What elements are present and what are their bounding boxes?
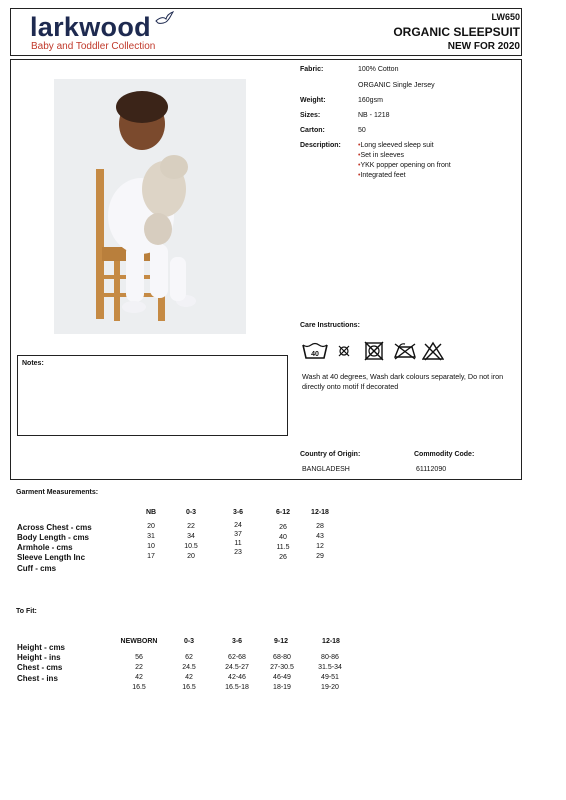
garment-title: Garment Measurements: xyxy=(16,489,99,496)
table-cell: 16.5 xyxy=(132,684,146,691)
table-cell: 37 xyxy=(234,531,242,538)
tofit-col-0-3: 0-3 xyxy=(183,638,195,645)
tofit-col-12-18: 12-18 xyxy=(322,638,340,645)
table-cell: 62-68 xyxy=(228,654,246,661)
table-cell: 43 xyxy=(316,533,324,540)
table-cell: 26 xyxy=(279,524,287,531)
dove-icon xyxy=(154,11,174,32)
sizes-value: NB - 1218 xyxy=(358,112,390,119)
product-code: LW650 xyxy=(491,12,520,22)
tofit-col-3-6: 3-6 xyxy=(231,638,243,645)
fabric-label: Fabric: xyxy=(300,66,324,73)
do-not-bleach-icon xyxy=(422,341,444,361)
notes-label: Notes: xyxy=(22,360,44,367)
garment-row-label: Body Length - cms xyxy=(17,533,90,542)
country-value: BANGLADESH xyxy=(302,466,350,473)
description-list xyxy=(358,141,451,181)
table-cell: 20 xyxy=(147,523,155,530)
new-badge: NEW FOR 2020 xyxy=(447,41,520,52)
carton-value: 50 xyxy=(358,127,366,134)
country-label: Country of Origin: xyxy=(300,451,361,458)
list-item: • YKK popper opening on front xyxy=(358,161,451,171)
table-cell: 16.5 xyxy=(182,684,196,691)
weight-label: Weight: xyxy=(300,97,326,104)
garment-row-label: Armhole - cms xyxy=(17,543,73,552)
table-cell: 20 xyxy=(187,553,195,560)
table-cell: 68-80 xyxy=(273,654,291,661)
tofit-row-label: Chest - ins xyxy=(17,674,58,683)
do-not-dry-clean-icon xyxy=(364,341,384,361)
weight-value: 160gsm xyxy=(358,97,383,104)
table-cell: 10.5 xyxy=(184,543,198,550)
table-cell: 23 xyxy=(234,549,242,556)
tofit-row-label: Height - cms xyxy=(17,643,66,652)
list-item: • Set in sleeves xyxy=(358,151,451,161)
tofit-title: To Fit: xyxy=(16,608,37,615)
table-cell: 24 xyxy=(234,522,242,529)
table-cell: 62 xyxy=(185,654,193,661)
sizes-label: Sizes: xyxy=(300,112,321,119)
table-cell: 31 xyxy=(147,533,155,540)
table-cell: 40 xyxy=(279,534,287,541)
carton-label: Carton: xyxy=(300,127,325,134)
list-item: • Integrated feet xyxy=(358,171,451,181)
care-text: Wash at 40 degrees, Wash dark colours separately, Do not iron directly onto motif If decorated xyxy=(302,372,504,391)
table-cell: 22 xyxy=(135,664,143,671)
garment-row-label: Cuff - cms xyxy=(17,564,57,573)
tofit-col-newborn: NEWBORN xyxy=(120,638,158,645)
table-cell: 24.5 xyxy=(182,664,196,671)
care-title: Care Instructions: xyxy=(300,322,360,329)
list-item: • Long sleeved sleep suit xyxy=(358,141,451,151)
garment-col-3-6: 3-6 xyxy=(232,509,244,516)
table-cell: 28 xyxy=(316,523,324,530)
table-cell: 29 xyxy=(316,553,324,560)
table-cell: 42-46 xyxy=(228,674,246,681)
fabric-type: ORGANIC Single Jersey xyxy=(358,82,435,89)
table-cell: 12 xyxy=(316,543,324,550)
svg-text:40: 40 xyxy=(311,351,319,358)
garment-col-0-3: 0-3 xyxy=(185,509,197,516)
table-cell: 56 xyxy=(135,654,143,661)
do-not-iron-icon xyxy=(392,341,418,361)
table-cell: 10 xyxy=(147,543,155,550)
table-cell: 31.5-34 xyxy=(318,664,342,671)
wash-40-icon xyxy=(302,342,328,360)
product-photo xyxy=(54,79,246,334)
commodity-value: 61112090 xyxy=(416,466,447,473)
table-cell: 49-51 xyxy=(321,674,339,681)
table-cell: 11 xyxy=(234,540,242,547)
tofit-row-label: Height - ins xyxy=(17,653,61,662)
table-cell: 11.5 xyxy=(276,544,290,551)
table-cell: 42 xyxy=(185,674,193,681)
table-cell: 27-30.5 xyxy=(270,664,294,671)
table-cell: 34 xyxy=(187,533,195,540)
table-cell: 22 xyxy=(187,523,195,530)
garment-col-12-18: 12-18 xyxy=(311,509,329,516)
table-cell: 18-19 xyxy=(273,684,291,691)
tagline: Baby and Toddler Collection xyxy=(31,41,156,52)
garment-row-label: Across Chest - cms xyxy=(17,523,92,532)
do-not-tumble-dry-icon xyxy=(338,345,350,357)
table-cell: 46-49 xyxy=(273,674,291,681)
description-label: Description: xyxy=(300,142,341,149)
table-cell: 26 xyxy=(279,554,287,561)
notes-box[interactable] xyxy=(17,355,288,436)
table-cell: 42 xyxy=(135,674,143,681)
table-cell: 17 xyxy=(147,553,155,560)
garment-col-6-12: 6-12 xyxy=(275,509,290,516)
table-cell: 24.5-27 xyxy=(225,664,249,671)
tofit-row-label: Chest - cms xyxy=(17,663,63,672)
tofit-col-9-12: 9-12 xyxy=(273,638,288,645)
table-cell: 80-86 xyxy=(321,654,339,661)
table-cell: 19-20 xyxy=(321,684,339,691)
table-cell: 16.5-18 xyxy=(225,684,249,691)
product-title: ORGANIC SLEEPSUIT xyxy=(393,25,520,39)
fabric-value: 100% Cotton xyxy=(358,66,399,73)
garment-row-label: Sleeve Length Inc xyxy=(17,553,86,562)
brand-logo: larkwood xyxy=(30,12,151,42)
garment-col-nb: NB xyxy=(145,509,157,516)
commodity-label: Commodity Code: xyxy=(414,451,475,458)
